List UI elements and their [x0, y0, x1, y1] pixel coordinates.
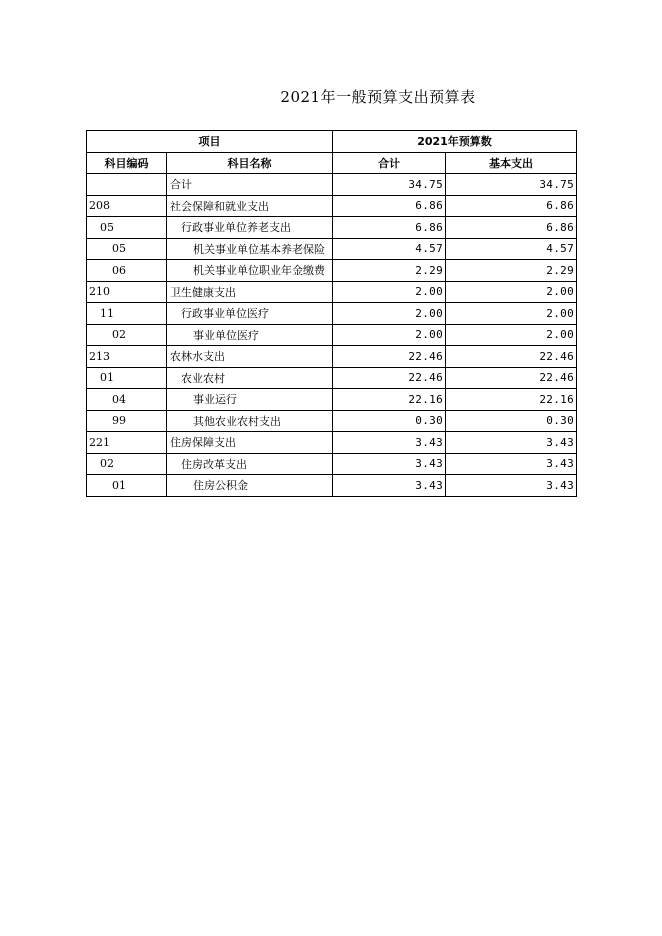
header-name: 科目名称 [167, 152, 333, 174]
cell-basic: 22.46 [446, 367, 577, 389]
cell-total: 6.86 [333, 217, 446, 239]
cell-code [87, 174, 167, 196]
table-row [87, 389, 577, 411]
cell-code: 05 [87, 238, 167, 260]
cell-name: 行政事业单位医疗 [167, 303, 333, 325]
cell-name: 事业运行 [167, 389, 333, 411]
cell-total: 3.43 [333, 432, 446, 454]
cell-code: 01 [87, 367, 167, 389]
cell-name: 社会保障和就业支出 [167, 195, 333, 217]
cell-basic: 34.75 [446, 174, 577, 196]
table-row [87, 453, 577, 475]
cell-name: 合计 [167, 174, 333, 196]
cell-name: 卫生健康支出 [167, 281, 333, 303]
cell-basic: 2.00 [446, 281, 577, 303]
cell-basic: 2.29 [446, 260, 577, 282]
cell-code: 213 [87, 346, 167, 368]
header-row-1 [87, 131, 577, 153]
table-row [87, 346, 577, 368]
table-row [87, 195, 577, 217]
cell-basic: 3.43 [446, 475, 577, 497]
table-row [87, 324, 577, 346]
cell-total: 2.00 [333, 324, 446, 346]
table-body [87, 174, 577, 497]
cell-code: 06 [87, 260, 167, 282]
cell-basic: 2.00 [446, 324, 577, 346]
table-row [87, 174, 577, 196]
cell-code: 02 [87, 453, 167, 475]
table-row [87, 260, 577, 282]
cell-code: 02 [87, 324, 167, 346]
header-row-2 [87, 152, 577, 174]
cell-total: 2.29 [333, 260, 446, 282]
cell-code: 210 [87, 281, 167, 303]
cell-code: 99 [87, 410, 167, 432]
cell-total: 4.57 [333, 238, 446, 260]
cell-basic: 6.86 [446, 195, 577, 217]
page-title-text: 2021年一般预算支出预算表 [280, 88, 476, 106]
cell-code: 221 [87, 432, 167, 454]
cell-name: 农林水支出 [167, 346, 333, 368]
cell-code: 11 [87, 303, 167, 325]
cell-name: 机关事业单位职业年金缴费 [167, 260, 333, 282]
cell-name: 事业单位医疗 [167, 324, 333, 346]
cell-basic: 2.00 [446, 303, 577, 325]
cell-code: 05 [87, 217, 167, 239]
cell-total: 3.43 [333, 475, 446, 497]
budget-table [86, 130, 577, 497]
header-total: 合计 [333, 152, 446, 174]
cell-name: 住房改革支出 [167, 453, 333, 475]
cell-code: 04 [87, 389, 167, 411]
table-row [87, 475, 577, 497]
table-row [87, 281, 577, 303]
cell-name: 住房保障支出 [167, 432, 333, 454]
cell-total: 6.86 [333, 195, 446, 217]
cell-code: 01 [87, 475, 167, 497]
cell-name: 行政事业单位养老支出 [167, 217, 333, 239]
table-row [87, 303, 577, 325]
cell-basic: 22.46 [446, 346, 577, 368]
header-code: 科目编码 [87, 152, 167, 174]
cell-total: 34.75 [333, 174, 446, 196]
page-title [0, 86, 662, 107]
cell-total: 0.30 [333, 410, 446, 432]
cell-basic: 22.16 [446, 389, 577, 411]
cell-basic: 0.30 [446, 410, 577, 432]
cell-code: 208 [87, 195, 167, 217]
cell-total: 22.16 [333, 389, 446, 411]
cell-basic: 3.43 [446, 432, 577, 454]
table-row [87, 367, 577, 389]
header-basic: 基本支出 [446, 152, 577, 174]
cell-total: 2.00 [333, 303, 446, 325]
cell-basic: 4.57 [446, 238, 577, 260]
header-project: 项目 [87, 131, 333, 153]
table-row [87, 217, 577, 239]
cell-name: 机关事业单位基本养老保险 [167, 238, 333, 260]
cell-basic: 3.43 [446, 453, 577, 475]
cell-name: 其他农业农村支出 [167, 410, 333, 432]
cell-name: 农业农村 [167, 367, 333, 389]
table-row [87, 432, 577, 454]
cell-basic: 6.86 [446, 217, 577, 239]
cell-total: 22.46 [333, 346, 446, 368]
table-row [87, 410, 577, 432]
table-row [87, 238, 577, 260]
cell-total: 3.43 [333, 453, 446, 475]
cell-total: 22.46 [333, 367, 446, 389]
cell-name: 住房公积金 [167, 475, 333, 497]
header-budget-year: 2021年预算数 [333, 131, 577, 153]
cell-total: 2.00 [333, 281, 446, 303]
